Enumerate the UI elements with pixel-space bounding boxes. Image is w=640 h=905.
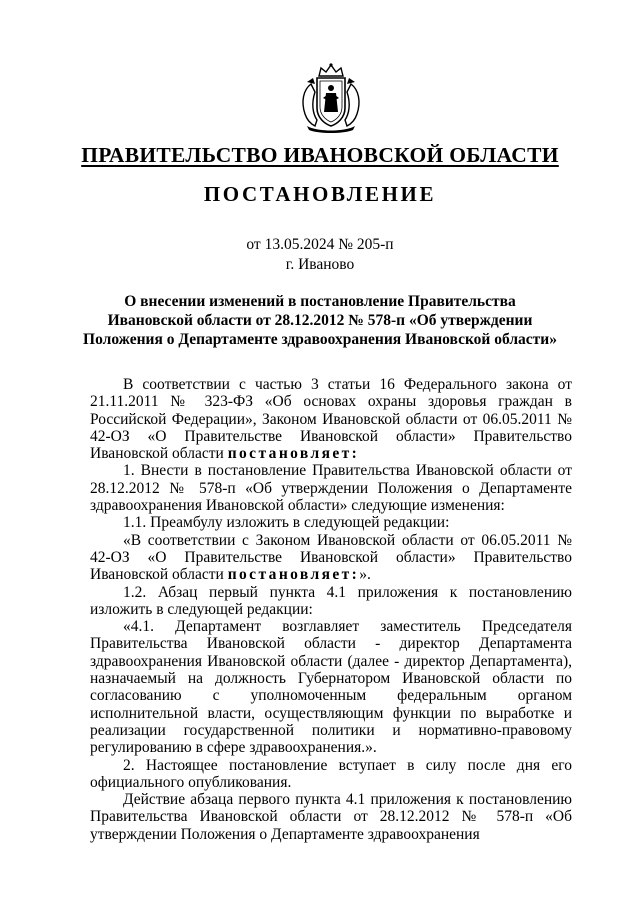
subject-line-3: Положения о Департаменте здравоохранения Ивановской области» [83, 331, 557, 348]
item-1-paragraph: 1. Внести в постановление Правительства Ивановской области от 28.12.2012 № 578-п «Об утверждении Положения о Департаменте здравоохранения Ивановской области» следующие изменения: [90, 462, 572, 515]
new-preamble-text: «В соответствии с Законом Ивановской области от 06.05.2011 № 42-ОЗ «О Правительстве Ивановской области» Правительство Ивановской области [90, 531, 572, 584]
document-type: ПОСТАНОВЛЕНИЕ [203, 182, 437, 206]
item-1-2-paragraph: 1.2. Абзац первый пункта 4.1 приложения к постановлению изложить в следующей редакции: [90, 583, 572, 618]
document-body [90, 376, 572, 843]
preamble-text: В соответствии с частью 3 статьи 16 Федерального закона от 21.11.2011 № 323-ФЗ «Об основах охраны здоровья граждан в Российской Федерации», Законом Ивановской области от 06.05.2011 № 42-ОЗ «О Правительстве Ивановской области» Правительство Ивановской области [90, 376, 572, 463]
preamble-paragraph [90, 376, 572, 462]
ivanovo-coat-of-arms-icon [293, 62, 369, 134]
document-city: г. Иваново [285, 256, 355, 273]
new-preamble-paragraph [90, 532, 572, 584]
resolves-word: постановляет: [227, 445, 360, 463]
effect-paragraph: Действие абзаца первого пункта 4.1 приложения к постановлению Правительства Ивановской области от 28.12.2012 № 578-п «Об утверждении Положения о Департаменте здравоохранения [90, 791, 572, 843]
item-2-paragraph: 2. Настоящее постановление вступает в силу после дня его официального опубликования. [90, 756, 572, 791]
new-preamble-tail: ». [359, 566, 371, 584]
item-4-1-paragraph: «4.1. Департамент возглавляет заместитель Председателя Правительства Ивановской области - директор Департамента здравоохранения Ивановской области (далее - директор Департамента), назначаемый на должность Губернатором Ивановской области по согласованию с уполномоченным федеральным органом исполнительной власти, осуществляющим функции по выработке и реализации государственной политики и нормативно-правовому регулированию в сфере здравоохранения.». [90, 618, 572, 757]
government-title: ПРАВИТЕЛЬСТВО ИВАНОВСКОЙ ОБЛАСТИ [81, 143, 559, 167]
subject-line-2: Ивановской области от 28.12.2012 № 578-п «Об утверждении [107, 312, 533, 329]
subject-line-1: О внесении изменений в постановление Правительства [124, 293, 516, 310]
new-preamble-resolves-word: постановляет: [227, 566, 360, 584]
document-subject [70, 292, 570, 349]
document-date-number: от 13.05.2024 № 205-п [246, 236, 394, 253]
item-1-1-paragraph: 1.1. Преамбулу изложить в следующей редакции: [123, 514, 450, 532]
